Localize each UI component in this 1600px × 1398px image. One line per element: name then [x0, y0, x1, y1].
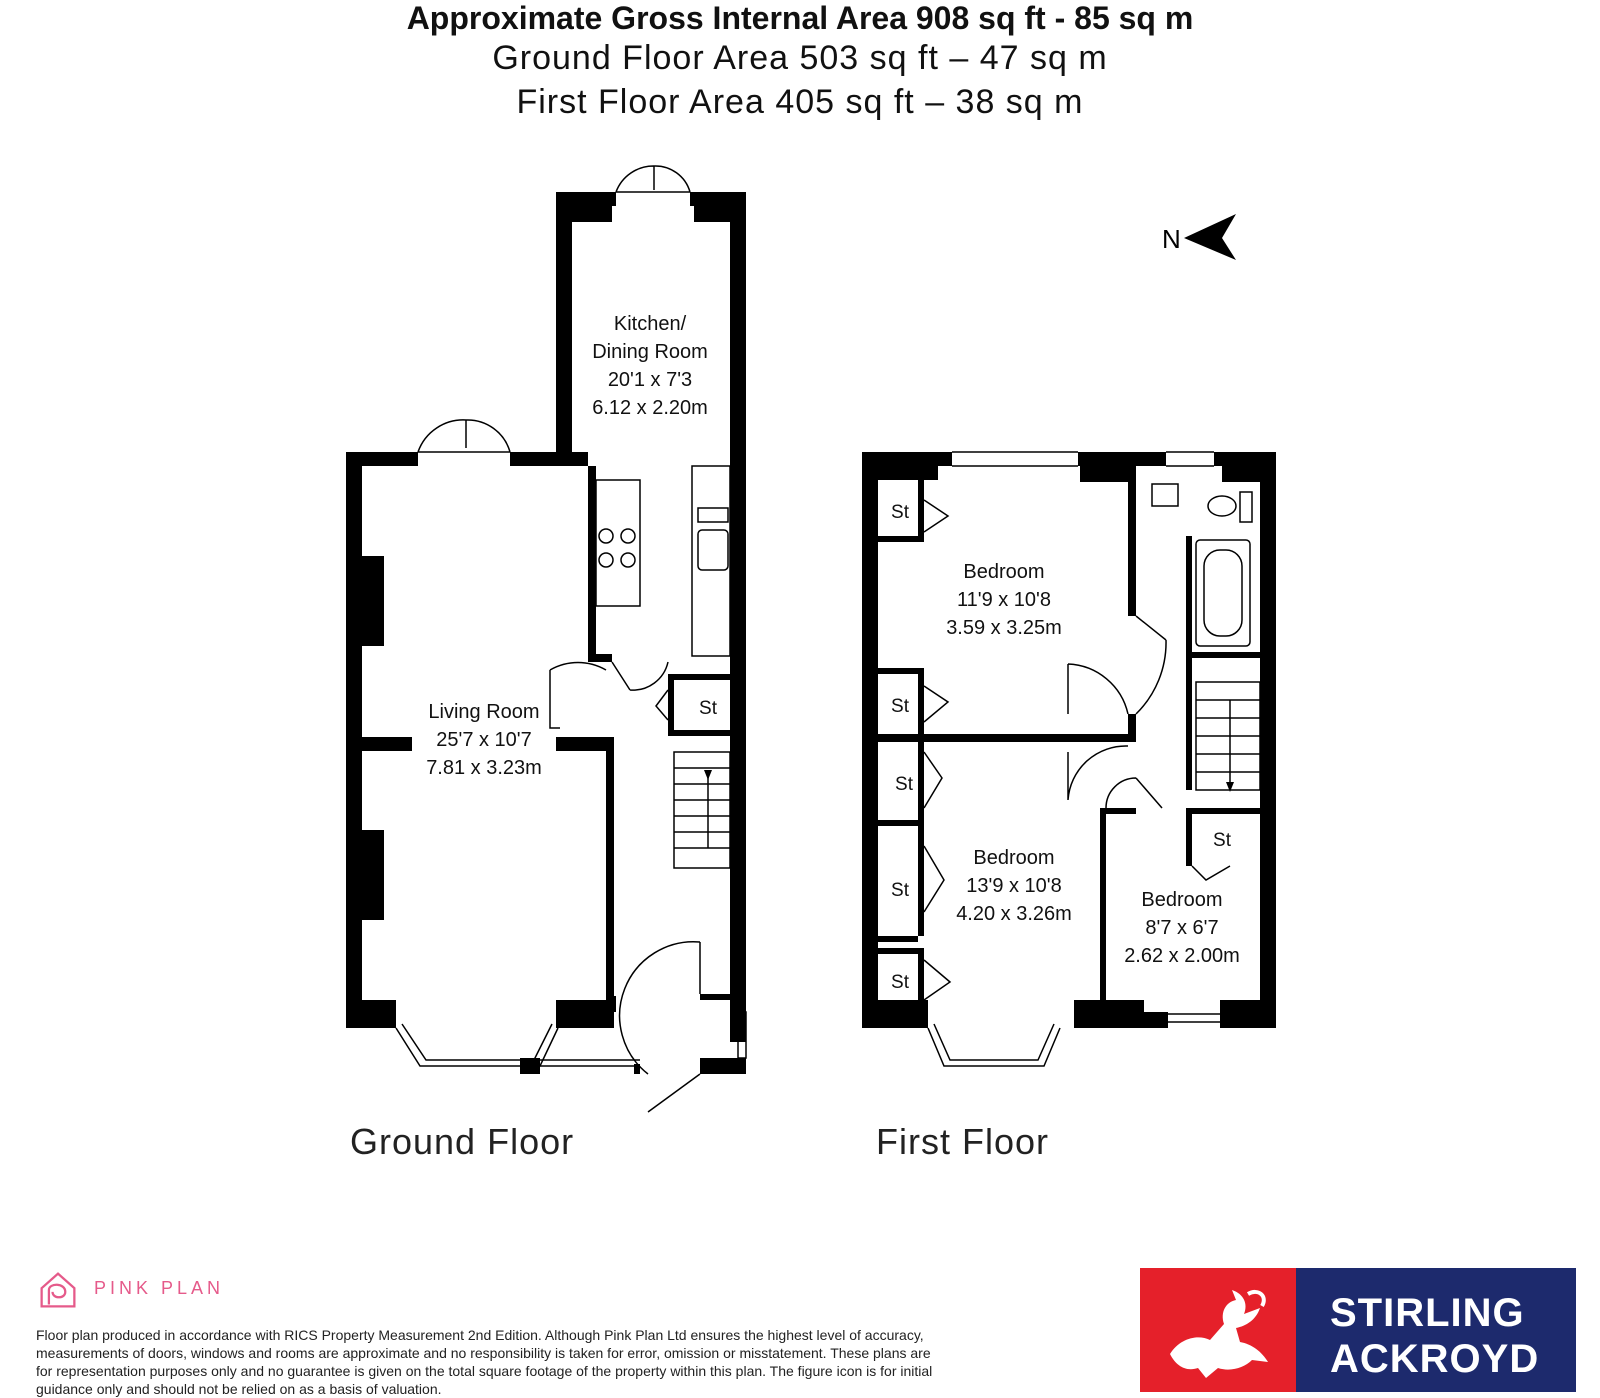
- kitchen-partition-foot: [588, 654, 612, 662]
- living-metric: 7.81 x 3.23m: [426, 757, 542, 779]
- ff-front-wall-b: [1220, 1000, 1276, 1028]
- living-top-wall-left: [346, 452, 418, 466]
- agent-name-line-2: ACKROYD: [1330, 1337, 1540, 1381]
- ff-bedroom3-wall: [1100, 808, 1106, 1008]
- wc-cistern: [1240, 492, 1252, 522]
- porch-front-wall-right: [700, 1058, 746, 1074]
- wc: [1208, 496, 1236, 516]
- ff-bath-wall-lower: [1128, 714, 1136, 742]
- pink-plan-logo-icon: [36, 1270, 80, 1310]
- kitchen-partition: [588, 466, 596, 658]
- bedroom2-name: Bedroom: [973, 847, 1055, 869]
- stirling-ackroyd-logo: [1140, 1268, 1576, 1392]
- ff-store-door-4: [924, 846, 944, 912]
- kitchen-name-1: Kitchen/: [613, 313, 687, 335]
- bedroom3-door: [1106, 778, 1162, 808]
- ff-bath-bottom: [1186, 652, 1260, 658]
- ff-bath-side: [1186, 536, 1192, 656]
- kitchen-top-wall-right: [690, 192, 746, 206]
- store-door: [656, 690, 668, 720]
- kitchen-name-2: Dining Room: [592, 341, 708, 363]
- chimney-breast-upper: [362, 556, 384, 646]
- bedroom1-name: Bedroom: [963, 561, 1045, 583]
- worktop-left: [596, 480, 640, 606]
- ff-store-door-2: [924, 686, 948, 722]
- ff-front-wall-a: [1144, 1012, 1168, 1028]
- ff-right-wall: [1260, 452, 1276, 1028]
- ground-floor-area: Ground Floor Area 503 sq ft – 47 sq m: [492, 39, 1108, 77]
- living-divide-left: [362, 737, 412, 751]
- ff-store-label-6: St: [1213, 830, 1231, 851]
- ff-store-door-5: [924, 960, 950, 1000]
- living-door: [550, 662, 606, 728]
- bedroom3-name: Bedroom: [1141, 889, 1223, 911]
- porch-door: [648, 1074, 700, 1112]
- first-floor-fittings: [924, 452, 1260, 1066]
- bedroom2-metric: 4.20 x 3.26m: [956, 903, 1072, 925]
- ff-pier-b: [1080, 466, 1130, 482]
- living-top-wall-right: [510, 452, 588, 466]
- ff-bedroom-divide: [878, 734, 1132, 742]
- ff-pier-c: [1222, 466, 1260, 482]
- agent-name-line-1: STIRLING: [1330, 1291, 1525, 1335]
- bath-inner: [1204, 550, 1242, 636]
- ff-bedroom3-top-b: [1186, 808, 1260, 814]
- kitchen-french-doors: [616, 166, 690, 192]
- right-outer-wall: [730, 192, 746, 1042]
- bay-corner-right: [556, 1000, 614, 1028]
- living-divide-right: [556, 737, 614, 751]
- ff-store-label-4: St: [891, 880, 909, 901]
- ff-top-wall-a: [862, 452, 952, 466]
- porch-wall-left: [606, 996, 616, 1012]
- first-floor-area: First Floor Area 405 sq ft – 38 sq m: [516, 83, 1084, 121]
- first-floor-label: First Floor: [876, 1121, 1049, 1162]
- kitchen-door: [612, 662, 668, 690]
- kitchen-left-wall: [556, 192, 572, 454]
- bedroom1-door: [1068, 664, 1128, 714]
- bedroom2-door: [1068, 746, 1128, 800]
- pink-plan-wordmark: PINK PLAN: [94, 1278, 225, 1298]
- ff-store-door-3: [924, 752, 942, 808]
- living-french-doors: [418, 420, 510, 452]
- ff-bay-right: [1074, 1000, 1144, 1028]
- griffin-panel: [1140, 1268, 1296, 1392]
- ff-store-label-3: St: [895, 774, 913, 795]
- bedroom1-imperial: 11'9 x 10'8: [956, 589, 1052, 611]
- porch-wall-right: [700, 994, 730, 1000]
- north-label: N: [1162, 224, 1181, 254]
- hob-ring: [599, 529, 613, 543]
- chimney-breast-lower: [362, 830, 384, 920]
- store-bottom-wall: [668, 730, 730, 736]
- store-wall: [668, 674, 674, 736]
- ff-store-door-6: [1192, 866, 1230, 880]
- kitchen-pier-right: [694, 206, 730, 222]
- living-imperial: 25'7 x 10'7: [436, 729, 532, 751]
- kitchen-top-wall-left: [556, 192, 616, 206]
- gross-area-title: Approximate Gross Internal Area 908 sq ft - 85 sq m: [406, 0, 1194, 36]
- basin: [1152, 484, 1178, 506]
- bedroom3-metric: 2.62 x 2.00m: [1124, 945, 1240, 967]
- living-name: Living Room: [428, 701, 540, 723]
- living-left-wall: [346, 452, 362, 1028]
- ff-store-label-1: St: [891, 502, 909, 523]
- ff-bedroom3-top-a: [1100, 808, 1136, 814]
- bathroom-door: [1136, 616, 1166, 714]
- griffin-icon: [1140, 1268, 1296, 1392]
- north-arrow-icon: [1162, 214, 1236, 260]
- agent-name: [1330, 1290, 1539, 1382]
- kitchen-pier-left: [572, 206, 612, 222]
- disclaimer-text: Floor plan produced in accordance with RICS Property Measurement 2nd Edition. Although Pink Plan Ltd ensures the highest level of accuracy, measurements of doors, windows and rooms are approximate and no responsibility is taken for error, omission or misstatement. These plans are for representation purposes only and no guarantee is given on the total square footage of the property within this plan. The figure icon is for initial guidance only and should not be relied on as a basis of valuation.: [36, 1327, 933, 1397]
- bay-window-inner: [402, 1024, 552, 1060]
- ff-store-label-5: St: [891, 972, 909, 993]
- bay-corner-left: [346, 1000, 396, 1028]
- bedroom2-imperial: 13'9 x 10'8: [966, 875, 1062, 897]
- ff-bath-wall: [1128, 466, 1136, 616]
- ff-top-wall-b: [1078, 452, 1166, 466]
- stair-arrowhead: [704, 770, 712, 780]
- front-door: [620, 942, 700, 1074]
- ff-store-label-2: St: [891, 696, 909, 717]
- ff-left-wall: [862, 452, 878, 1028]
- ff-top-wall-c: [1214, 452, 1276, 466]
- kitchen-sink: [698, 530, 728, 570]
- kitchen-imperial: 20'1 x 7'3: [607, 369, 693, 391]
- first-floor-plan: [862, 452, 1276, 1028]
- living-hall-partition: [606, 751, 614, 1000]
- store-top-wall: [668, 674, 730, 680]
- ground-store-label: St: [699, 698, 717, 719]
- stairs: [674, 752, 730, 868]
- ground-floor-label: Ground Floor: [350, 1121, 575, 1162]
- bedroom1-metric: 3.59 x 3.25m: [946, 617, 1062, 639]
- bedroom3-imperial: 8'7 x 6'7: [1145, 917, 1219, 939]
- ff-pier-a: [878, 466, 938, 480]
- ff-stair-wall: [1186, 658, 1192, 790]
- drainer: [698, 508, 728, 522]
- kitchen-metric: 6.12 x 2.20m: [592, 397, 708, 419]
- ff-store-door-1: [924, 500, 948, 532]
- ff-bay-left: [862, 1000, 928, 1028]
